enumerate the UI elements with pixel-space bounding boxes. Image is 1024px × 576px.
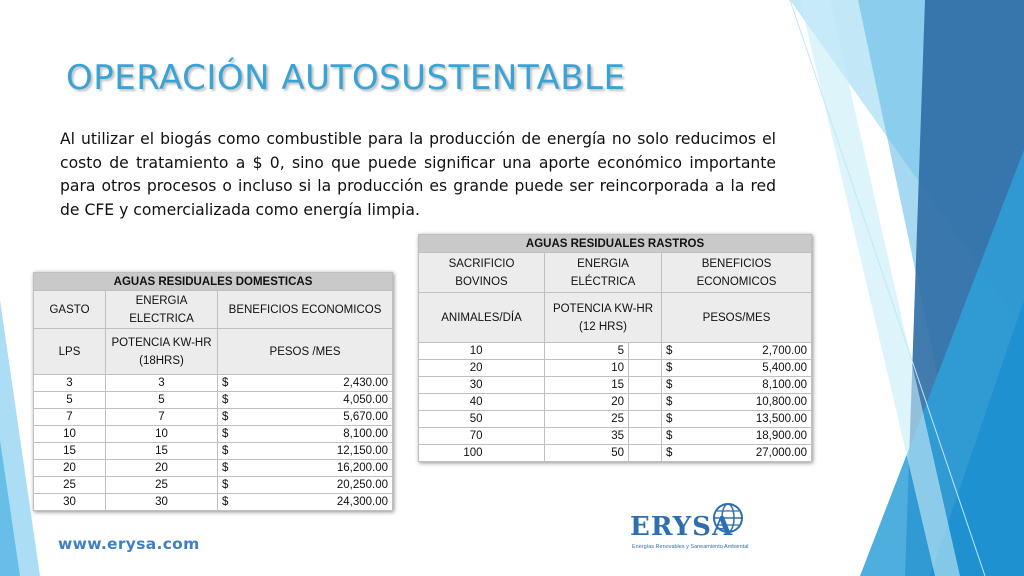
- globe-icon: [712, 502, 744, 534]
- intro-paragraph: Al utilizar el biogás como combustible para la producción de energía no solo reducimos el costo de tratamiento a $ 0, sino que puede significar una aporte económico importante para otros procesos o incluso si la producción es grande puede ser reincorporada a la red de CFE y comercializada como energía limpia.: [60, 130, 776, 219]
- cell-gasto: 7: [34, 409, 106, 426]
- footer-website-link[interactable]: www.erysa.com: [58, 535, 200, 553]
- cell-amount: 27,000.00: [682, 445, 812, 462]
- cell-currency: $: [218, 426, 239, 443]
- cell-currency: $: [218, 460, 239, 477]
- cell-amount: 2,430.00: [239, 375, 393, 392]
- table-row: [34, 409, 393, 426]
- cell-amount: 13,500.00: [682, 411, 812, 428]
- cell-currency: $: [218, 477, 239, 494]
- table-row: [419, 360, 812, 377]
- col-unit-animales: ANIMALES/DÍA: [419, 293, 545, 343]
- cell-energia: 25: [545, 411, 629, 428]
- cell-animales: 10: [419, 343, 487, 360]
- cell-energia: 7: [106, 409, 218, 426]
- cell-gasto: 5: [34, 392, 106, 409]
- cell-animales: 30: [419, 377, 487, 394]
- cell-currency: $: [218, 409, 239, 426]
- cell-currency: $: [662, 394, 682, 411]
- table-row: [34, 443, 393, 460]
- cell-gasto: 25: [34, 477, 106, 494]
- slide-title: OPERACIÓN AUTOSUSTENTABLE: [66, 58, 626, 98]
- col-unit-beneficios: PESOS /MES: [218, 329, 393, 375]
- cell-currency: $: [218, 494, 239, 511]
- cell-gasto: 3: [34, 375, 106, 392]
- col-unit-beneficios: PESOS/MES: [662, 293, 812, 343]
- cell-amount: 5,400.00: [682, 360, 812, 377]
- table-row: [34, 460, 393, 477]
- cell-animales: 70: [419, 428, 487, 445]
- cell-energia: 20: [545, 394, 629, 411]
- cell-amount: 18,900.00: [682, 428, 812, 445]
- table-title: AGUAS RESIDUALES RASTROS: [419, 235, 812, 253]
- table-row: [419, 394, 812, 411]
- cell-amount: 12,150.00: [239, 443, 393, 460]
- cell-amount: 24,300.00: [239, 494, 393, 511]
- cell-animales: 50: [419, 411, 487, 428]
- col-header-sacrificio: SACRIFICIO BOVINOS: [419, 253, 545, 293]
- table-row: [419, 411, 812, 428]
- cell-energia: 10: [545, 360, 629, 377]
- cell-energia: 3: [106, 375, 218, 392]
- cell-energia: 35: [545, 428, 629, 445]
- col-header-beneficios: BENEFICIOS ECONOMICOS: [662, 253, 812, 293]
- table-aguas-rastros: [418, 234, 812, 462]
- cell-animales: 20: [419, 360, 487, 377]
- cell-currency: $: [662, 377, 682, 394]
- cell-currency: $: [218, 392, 239, 409]
- cell-amount: 16,200.00: [239, 460, 393, 477]
- col-unit-energia: POTENCIA KW-HR (18HRS): [106, 329, 218, 375]
- logo-tagline: Energías Renovables y Saneamiento Ambiental: [632, 544, 749, 550]
- cell-currency: $: [218, 443, 239, 460]
- col-header-gasto: GASTO: [34, 291, 106, 329]
- table-row: [34, 375, 393, 392]
- logo-wordmark: ERYSA: [630, 512, 734, 542]
- table-row: [34, 494, 393, 511]
- table-title: AGUAS RESIDUALES DOMESTICAS: [34, 273, 393, 291]
- table-row: [419, 343, 812, 360]
- cell-energia: 25: [106, 477, 218, 494]
- col-unit-gasto: LPS: [34, 329, 106, 375]
- cell-energia: 5: [106, 392, 218, 409]
- cell-energia: 10: [106, 426, 218, 443]
- cell-currency: $: [218, 375, 239, 392]
- cell-amount: 8,100.00: [682, 377, 812, 394]
- cell-amount: 8,100.00: [239, 426, 393, 443]
- table-row: [419, 445, 812, 462]
- cell-gasto: 10: [34, 426, 106, 443]
- col-header-beneficios: BENEFICIOS ECONOMICOS: [218, 291, 393, 329]
- cell-amount: 20,250.00: [239, 477, 393, 494]
- cell-currency: $: [662, 445, 682, 462]
- cell-energia: 50: [545, 445, 629, 462]
- cell-amount: 10,800.00: [682, 394, 812, 411]
- cell-energia: 30: [106, 494, 218, 511]
- cell-energia: 5: [545, 343, 629, 360]
- cell-gasto: 15: [34, 443, 106, 460]
- table-row: [419, 428, 812, 445]
- cell-amount: 2,700.00: [682, 343, 812, 360]
- cell-amount: 4,050.00: [239, 392, 393, 409]
- table-aguas-domesticas: [33, 272, 393, 511]
- cell-currency: $: [662, 343, 682, 360]
- erysa-logo: [630, 500, 750, 556]
- cell-energia: 20: [106, 460, 218, 477]
- col-header-energia: ENERGIA ELÉCTRICA: [545, 253, 662, 293]
- table-row: [34, 426, 393, 443]
- cell-currency: $: [662, 428, 682, 445]
- table-row: [34, 392, 393, 409]
- cell-energia: 15: [545, 377, 629, 394]
- table-row: [34, 477, 393, 494]
- cell-gasto: 30: [34, 494, 106, 511]
- table-row: [419, 377, 812, 394]
- cell-animales: 40: [419, 394, 487, 411]
- cell-currency: $: [662, 411, 682, 428]
- cell-currency: $: [662, 360, 682, 377]
- cell-animales: 100: [419, 445, 487, 462]
- cell-amount: 5,670.00: [239, 409, 393, 426]
- col-unit-energia: POTENCIA KW-HR (12 HRS): [545, 293, 662, 343]
- cell-gasto: 20: [34, 460, 106, 477]
- cell-energia: 15: [106, 443, 218, 460]
- col-header-energia: ENERGIA ELECTRICA: [106, 291, 218, 329]
